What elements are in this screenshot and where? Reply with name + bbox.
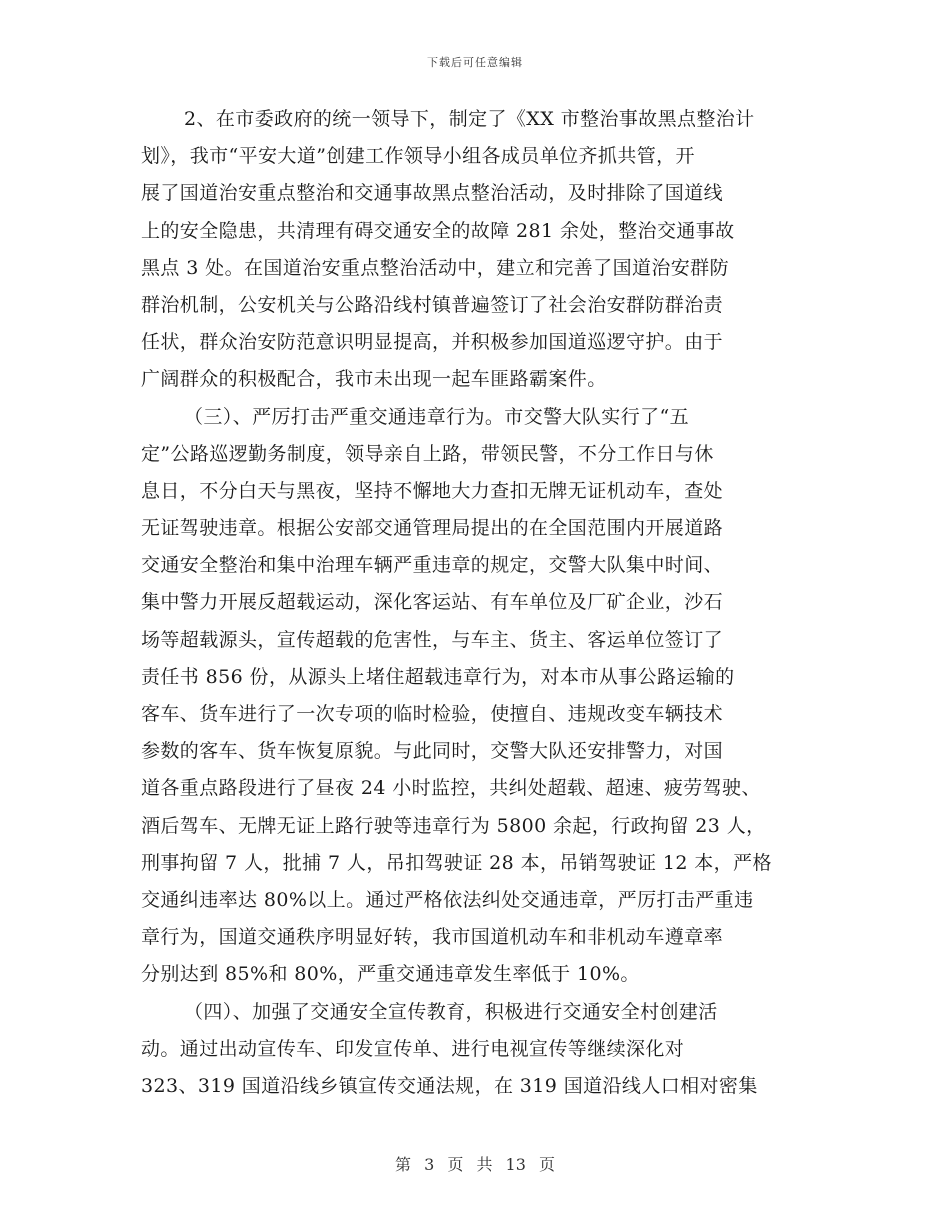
body-line: 广阔群众的积极配合，我市未出现一起车匪路霸案件。 (141, 368, 607, 391)
body-line: 责任书 856 份，从源头上堵住超载违章行为，对本市从事公路运输的 (141, 665, 735, 688)
body-line: 集中警力开展反超载运动，深化客运站、有车单位及厂矿企业，沙石 (141, 591, 724, 614)
body-line: 息日，不分白天与黑夜，坚持不懈地大力查扣无牌无证机动车，查处 (141, 479, 724, 502)
body-line: 无证驾驶违章。根据公安部交通管理局提出的在全国范围内开展道路 (141, 517, 724, 540)
body-line: 展了国道治安重点整治和交通事故黑点整治活动，及时排除了国道线 (141, 182, 724, 205)
body-line: 酒后驾车、无牌无证上路行驶等违章行为 5800 余起，行政拘留 23 人， (141, 814, 766, 837)
document-body (141, 101, 813, 1105)
body-line: （四）、加强了交通安全宣传教育，积极进行交通安全村创建活 (184, 1000, 718, 1023)
body-line: 2、在市委政府的统一领导下，制定了《XX 市整治事故黑点整治计 (184, 108, 755, 130)
body-line: 黑点 3 处。在国道治安重点整治活动中，建立和完善了国道治安群防 (141, 256, 729, 279)
body-line: 上的安全隐患，共清理有碍交通安全的故障 281 余处，整治交通事故 (141, 219, 735, 242)
body-line: 定”公路巡逻勤务制度，领导亲自上路，带领民警，不分工作日与休 (141, 442, 714, 465)
body-line: 任状，群众治安防范意识明显提高，并积极参加国道巡逻守护。由于 (141, 331, 724, 354)
body-line: 动。通过出动宣传车、印发宣传单、进行电视宣传等继续深化对 (141, 1037, 685, 1060)
body-line: 交通安全整治和集中治理车辆严重违章的规定，交警大队集中时间、 (141, 554, 724, 577)
body-line: 章行为，国道交通秩序明显好转，我市国道机动车和非机动车遵章率 (141, 926, 724, 949)
body-line: （三）、严厉打击严重交通违章行为。市交警大队实行了“五 (184, 405, 690, 428)
body-line: 交通纠违率达 80%以上。通过严格依法纠处交通违章，严厉打击严重违 (141, 888, 754, 911)
page-number-footer: 第 3 页 共 13 页 (395, 1155, 555, 1174)
body-line: 分别达到 85%和 80%，严重交通违章发生率低于 10%。 (141, 963, 640, 986)
body-line: 划》，我市“平安大道”创建工作领导小组各成员单位齐抓共管，开 (141, 145, 695, 168)
body-line: 道各重点路段进行了昼夜 24 小时监控，共纠处超载、超速、疲劳驾驶、 (141, 777, 761, 800)
body-line: 场等超载源头，宣传超载的危害性，与车主、货主、客运单位签订了 (141, 628, 724, 651)
body-line: 323、319 国道沿线乡镇宣传交通法规，在 319 国道沿线人口相对密集 (141, 1074, 758, 1097)
body-line: 参数的客车、货车恢复原貌。与此同时，交警大队还安排警力，对国 (141, 740, 724, 763)
body-line: 刑事拘留 7 人，批捕 7 人，吊扣驾驶证 28 本，吊销驾驶证 12 本，严格 (141, 851, 772, 874)
body-line: 客车、货车进行了一次专项的临时检验，使擅自、违规改变车辆技术 (141, 703, 724, 725)
body-line: 群治机制，公安机关与公路沿线村镇普遍签订了社会治安群防群治责 (141, 293, 724, 316)
page-header: 下载后可任意编辑 (427, 56, 523, 69)
